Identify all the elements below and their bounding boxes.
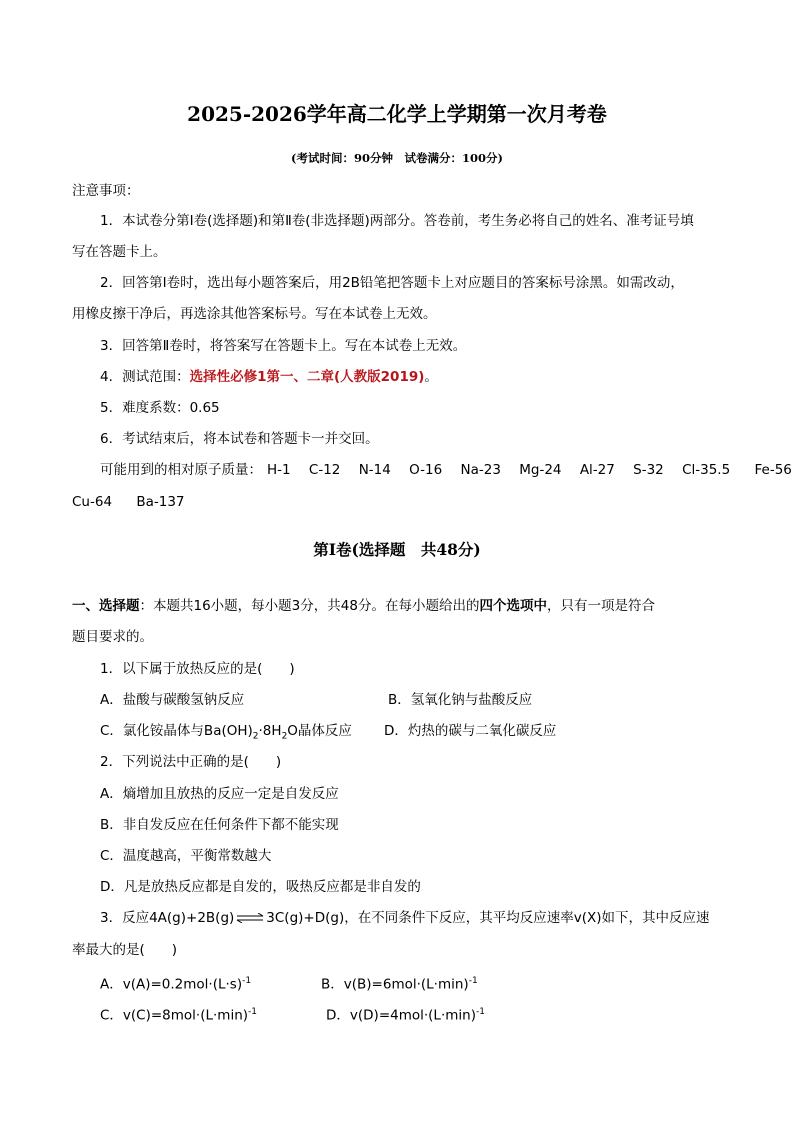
q3-c-exp: -1 <box>248 1007 258 1017</box>
atom-cl: Cl-35.5 <box>682 462 731 478</box>
q3-b-text: B．v(B)=6mol·(L·min) <box>321 976 469 993</box>
q3-stem-b: 3C(g)+D(g)，在不同条件下反应，其平均反应速率v(X)如下，其中反应速 <box>266 910 710 926</box>
q3-a-exp: -1 <box>242 976 252 986</box>
notes-heading: 注意事项： <box>72 183 140 199</box>
q3-stem-line1 <box>100 909 710 927</box>
part1-desc-a: ：本题共16小题，每小题3分，共48分。在每小题给出的 <box>139 598 480 614</box>
q2-stem: 2．下列说法中正确的是( ) <box>100 754 282 770</box>
note-4-end: 。 <box>424 369 438 385</box>
q3-option-a <box>100 972 251 994</box>
q1-option-a: A．盐酸与碳酸氢钠反应 <box>100 692 245 708</box>
atom-fe: Fe-56 <box>754 462 792 478</box>
q2-option-c: C．温度越高，平衡常数越大 <box>100 848 272 864</box>
q3-option-b <box>321 972 478 994</box>
q2-option-a: A．熵增加且放热的反应一定是自发反应 <box>100 786 339 802</box>
note-1a: 1．本试卷分第Ⅰ卷(选择题)和第Ⅱ卷(非选择题)两部分。答卷前，考生务必将自己的姓名、准考证号填 <box>100 213 694 229</box>
exam-info: (考试时间：90分钟 试卷满分：100分) <box>291 151 503 165</box>
equilibrium-arrow-icon <box>236 913 264 923</box>
q3-a-text: A．v(A)=0.2mol·(L·s) <box>100 976 243 993</box>
q1-c-sub1: 2 <box>252 731 259 742</box>
q3-stem-c: 率最大的是( ) <box>72 942 178 958</box>
atom-s: S-32 <box>633 462 664 478</box>
atom-mg: Mg-24 <box>519 462 562 478</box>
q1-option-c <box>100 722 352 746</box>
q1-stem: 1．以下属于放热反应的是( ) <box>100 661 295 677</box>
atom-o: O-16 <box>409 462 443 478</box>
q3-d-text: D．v(D)=4mol·(L·min) <box>326 1007 476 1024</box>
q2-option-b: B．非自发反应在任何条件下都不能实现 <box>100 817 339 833</box>
note-4 <box>100 368 438 386</box>
note-6: 6．考试结束后，将本试卷和答题卡一并交回。 <box>100 431 379 447</box>
atomic-masses <box>100 461 262 479</box>
q3-option-d <box>326 1003 485 1025</box>
atom-al: Al-27 <box>579 462 615 478</box>
part1-desc-b: ，只有一项是符合 <box>546 598 655 614</box>
q1-c-post: O晶体反应 <box>287 723 352 739</box>
note-4-prefix: 4．测试范围： <box>100 369 190 385</box>
atom-ba: Ba-137 <box>136 494 185 510</box>
q1-c-sub2: 2 <box>281 731 288 742</box>
part1-label: 一、选择题 <box>72 598 140 614</box>
note-2b: 用橡皮擦干净后，再选涂其他答案标号。写在本试卷上无效。 <box>72 306 437 322</box>
note-2a: 2．回答第Ⅰ卷时，选出每小题答案后，用2B铅笔把答题卡上对应题目的答案标号涂黑。如需改动， <box>100 275 684 291</box>
atom-cu: Cu-64 <box>72 494 113 510</box>
q3-stem-a: 3．反应4A(g)+2B(g) <box>100 910 235 926</box>
note-1b: 写在答题卡上。 <box>72 244 167 260</box>
atoms-row-1 <box>267 461 792 479</box>
q1-c-pre: C．氯化铵晶体与Ba(OH) <box>100 723 253 739</box>
q3-option-c <box>100 1003 257 1025</box>
q1-option-d: D．灼热的碳与二氧化碳反应 <box>384 723 557 739</box>
test-range: 选择性必修1第一、二章(人教版2019) <box>189 369 425 385</box>
page-title: 2025-2026学年高二化学上学期第一次月考卷 <box>187 102 607 126</box>
part1-desc-bold: 四个选项中 <box>479 598 547 614</box>
q1-c-mid: ·8H <box>258 723 282 739</box>
part1-desc-c: 题目要求的。 <box>72 629 153 645</box>
note-5: 5．难度系数：0.65 <box>100 400 220 416</box>
note-3: 3．回答第Ⅱ卷时，将答案写在答题卡上。写在本试卷上无效。 <box>100 338 467 354</box>
atoms-row-2 <box>72 493 185 511</box>
atom-h: H-1 <box>267 462 291 478</box>
q3-b-exp: -1 <box>468 976 478 986</box>
atoms-label: 可能用到的相对原子质量： <box>100 462 262 478</box>
part1-desc <box>72 597 655 615</box>
q1-option-b: B．氢氧化钠与盐酸反应 <box>388 692 533 708</box>
atom-na: Na-23 <box>460 462 501 478</box>
q3-c-text: C．v(C)=8mol·(L·min) <box>100 1007 249 1024</box>
q2-option-d: D．凡是放热反应都是自发的，吸热反应都是非自发的 <box>100 879 421 895</box>
q3-d-exp: -1 <box>475 1007 485 1017</box>
atom-c: C-12 <box>308 462 341 478</box>
atom-n: N-14 <box>358 462 391 478</box>
section-title: 第Ⅰ卷(选择题 共48分) <box>313 540 481 559</box>
